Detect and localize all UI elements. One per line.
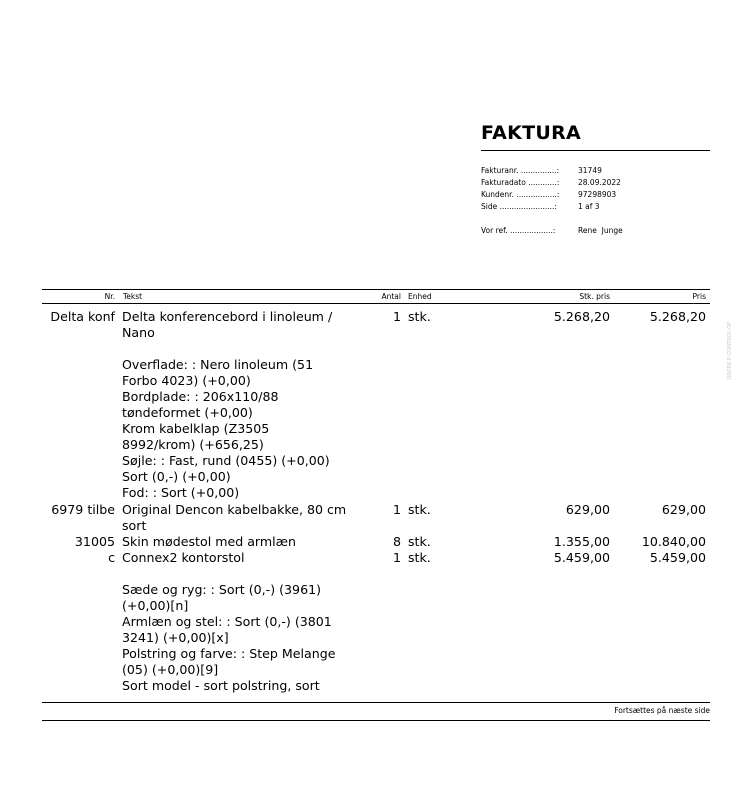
page-label: Side .......................:	[481, 202, 557, 211]
title-divider	[481, 150, 710, 151]
row-antal: 8	[392, 534, 401, 549]
row-text-line: Forbo 4023) (+0,00)	[122, 373, 251, 388]
row-enhed: stk.	[408, 550, 431, 565]
row-antal: 1	[392, 309, 401, 324]
row-text-line: Bordplade: : 206x110/88	[122, 389, 279, 404]
row-text-line: Skin mødestol med armlæn	[122, 534, 296, 549]
row-enhed: stk.	[408, 309, 431, 324]
header-antal: Antal	[381, 292, 401, 301]
row-antal: 1	[392, 550, 401, 565]
row-text-line: Nano	[122, 325, 155, 340]
row-stk-pris: 1.355,00	[553, 534, 610, 549]
header-tekst: Tekst	[123, 292, 143, 301]
header-nr: Nr.	[104, 292, 115, 301]
header-stk-pris: Stk. pris	[579, 292, 610, 301]
row-text-line: sort	[122, 518, 147, 533]
page-value: 1 af 3	[578, 202, 600, 211]
header-enhed: Enhed	[408, 292, 432, 301]
row-stk-pris: 5.268,20	[553, 309, 610, 324]
row-enhed: stk.	[408, 502, 431, 517]
customer-number-label: Kundenr. .................:	[481, 190, 560, 199]
row-antal: 1	[392, 502, 401, 517]
invoice-date-label: Fakturadato ............:	[481, 178, 560, 187]
row-text-line: Armlæn og stel: : Sort (0,-) (3801	[122, 614, 332, 629]
row-pris: 10.840,00	[641, 534, 706, 549]
row-text-line: Sort (0,-) (+0,00)	[122, 469, 231, 484]
row-text-line: Sort model - sort polstring, sort	[122, 678, 320, 693]
row-stk-pris: 629,00	[565, 502, 610, 517]
row-text-line: Fod: : Sort (+0,00)	[122, 485, 240, 500]
reference-value: Rene Junge	[578, 226, 623, 235]
row-text-line: Polstring og farve: : Step Melange	[122, 646, 336, 661]
invoice-date-value: 28.09.2022	[578, 178, 621, 187]
row-enhed: stk.	[408, 534, 431, 549]
invoice-number-value: 31749	[578, 166, 602, 175]
footer-bottom-rule	[42, 720, 710, 721]
row-text-line: Delta konferencebord i linoleum /	[122, 309, 333, 324]
invoice-number-label: Fakturanr. ...............:	[481, 166, 560, 175]
header-pris: Pris	[692, 292, 706, 301]
row-text-line: (+0,00)[n]	[122, 598, 189, 613]
row-text-line: (05) (+0,00)[9]	[122, 662, 219, 677]
customer-number-value: 97298903	[578, 190, 617, 199]
invoice-title: FAKTURA	[481, 122, 582, 144]
row-pris: 5.268,20	[649, 309, 706, 324]
header-bottom-rule	[42, 303, 710, 304]
row-text-line: 3241) (+0,00)[x]	[122, 630, 229, 645]
row-stk-pris: 5.459,00	[553, 550, 610, 565]
row-text-line: Sæde og ryg: : Sort (0,-) (3961)	[122, 582, 322, 597]
footer-top-rule	[42, 702, 710, 703]
row-text-line: tøndeformet (+0,00)	[122, 405, 253, 420]
row-text-line: Krom kabelklap (Z3505	[122, 421, 270, 436]
continued-note: Fortsættes på næste side	[614, 706, 710, 715]
row-text-line: Connex2 kontorstol	[122, 550, 245, 565]
row-text-line: Original Dencon kabelbakke, 80 cm	[122, 502, 347, 517]
row-text-line: 8992/krom) (+656,25)	[122, 437, 264, 452]
row-nr: 31005	[74, 534, 115, 549]
row-text-line: Søjle: : Fast, rund (0455) (+0,00)	[122, 453, 330, 468]
reference-label: Vor ref. ..................:	[481, 226, 556, 235]
side-margin-mark: ORDRE-P-CONTROL-OP	[727, 322, 733, 380]
table-top-rule	[42, 289, 710, 290]
row-text-line: Overflade: : Nero linoleum (51	[122, 357, 314, 372]
row-nr: c	[108, 550, 115, 565]
row-nr: 6979 tilbe	[51, 502, 115, 517]
row-pris: 629,00	[661, 502, 706, 517]
row-pris: 5.459,00	[649, 550, 706, 565]
row-nr: Delta konf	[50, 309, 115, 324]
